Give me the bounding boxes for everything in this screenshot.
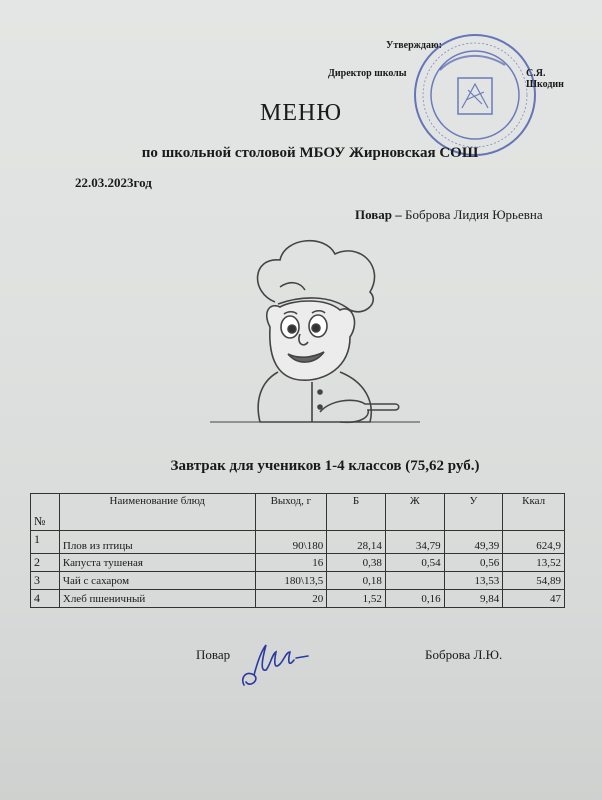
breakfast-heading: Завтрак для учеников 1-4 классов (75,62 руб.) [170,458,480,474]
dish-yield: 180\13,5 [255,572,327,590]
dish-yield: 20 [255,590,327,608]
page-subtitle [0,145,602,162]
cook-line [355,207,543,223]
dish-protein: 0,18 [327,572,386,590]
dish-protein: 1,52 [327,590,386,608]
dish-name: Чай с сахаром [59,572,255,590]
dish-kcal: 13,52 [503,554,565,572]
col-header-protein: Б [327,494,386,531]
page-title: МЕНЮ [260,100,342,126]
dish-protein: 28,14 [327,531,386,554]
col-header-yield: Выход, г [255,494,327,531]
dish-name: Хлеб пшеничный [59,590,255,608]
dish-fat [385,572,444,590]
approval-label: Утверждаю: [386,40,442,51]
director-line [328,68,578,90]
dish-yield: 16 [255,554,327,572]
menu-table [30,493,565,608]
dish-kcal: 624,9 [503,531,565,554]
dish-carbs: 0,56 [444,554,503,572]
table-header-row [31,494,565,531]
dish-yield: 90\180 [255,531,327,554]
table-row [31,572,565,590]
director-label: Директор школы [328,68,407,79]
row-number: 1 [31,531,60,554]
col-header-carbs: У [444,494,503,531]
table-row [31,554,565,572]
col-header-fat: Ж [385,494,444,531]
signature-icon [236,630,316,690]
cook-name: Боброва Лидия Юрьевна [405,207,543,222]
dish-carbs: 9,84 [444,590,503,608]
chef-icon [200,232,430,432]
dish-protein: 0,38 [327,554,386,572]
footer-cook-name: Боброва Л.Ю. [425,647,503,662]
director-name: С.Я. Шкодин [526,68,564,90]
dish-kcal: 54,89 [503,572,565,590]
footer-cook-label: Повар [196,647,231,662]
table-row [31,531,565,554]
col-header-number: № [31,494,60,531]
dish-fat: 0,16 [385,590,444,608]
subtitle-text: по школьной столовой МБОУ Жирновская СОШ [141,145,479,161]
menu-date: 22.03.2023год [75,175,152,190]
row-number: 4 [31,590,60,608]
dish-carbs: 13,53 [444,572,503,590]
dish-kcal: 47 [503,590,565,608]
dish-carbs: 49,39 [444,531,503,554]
col-header-kcal: Ккал [503,494,565,531]
cook-label: Повар – [355,207,402,222]
row-number: 2 [31,554,60,572]
dish-name: Капуста тушеная [59,554,255,572]
col-header-dish: Наименование блюд [59,494,255,531]
table-row [31,590,565,608]
dish-fat: 0,54 [385,554,444,572]
row-number: 3 [31,572,60,590]
dish-fat: 34,79 [385,531,444,554]
dish-name: Плов из птицы [59,531,255,554]
